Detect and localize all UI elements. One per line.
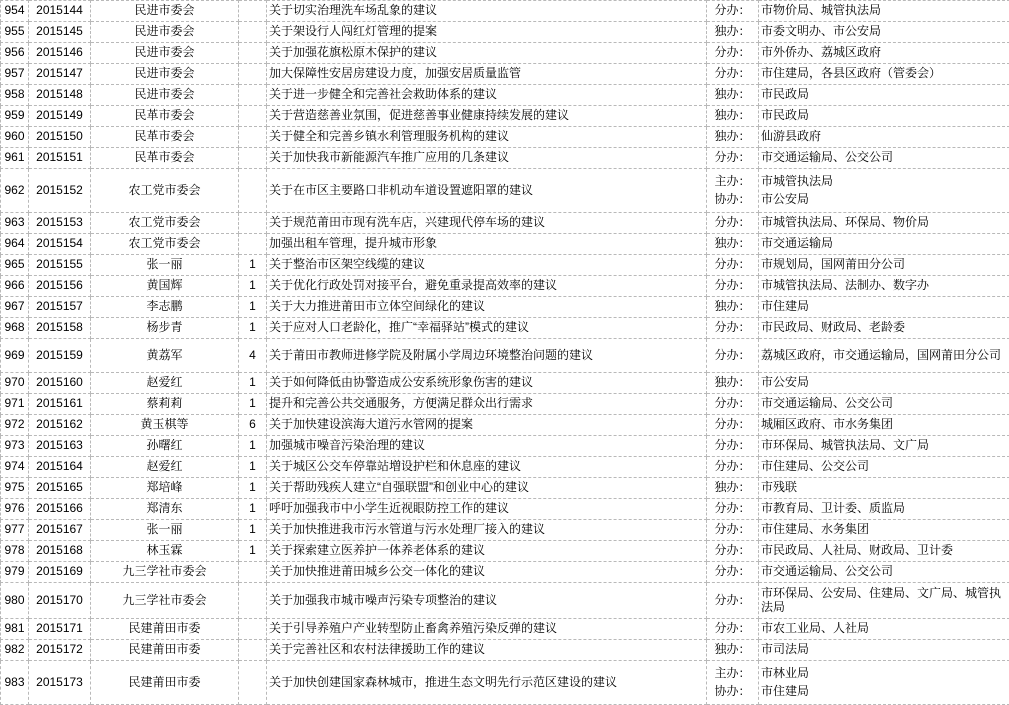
proposal-code: 2015162 — [29, 415, 91, 436]
table-row — [1, 213, 1009, 234]
proposer-name: 赵爱红 — [91, 457, 239, 478]
table-row — [1, 22, 1009, 43]
proposal-count: 1 — [239, 276, 267, 297]
row-index: 964 — [1, 234, 29, 255]
handling-department: 市物价局、城管执法局 — [759, 1, 1009, 22]
proposal-title: 关于大力推进莆田市立体空间绿化的建议 — [267, 297, 707, 318]
table-row — [1, 234, 1009, 255]
proposer-name: 民进市委会 — [91, 22, 239, 43]
proposal-title: 关于在市区主要路口非机动车道设置遮阳罩的建议 — [267, 169, 707, 213]
row-index: 973 — [1, 436, 29, 457]
proposal-title: 关于完善社区和农村法律援助工作的建议 — [267, 640, 707, 661]
table-row — [1, 276, 1009, 297]
proposal-code: 2015159 — [29, 339, 91, 373]
proposal-count — [239, 85, 267, 106]
proposal-count — [239, 43, 267, 64]
proposer-name: 黄国辉 — [91, 276, 239, 297]
row-index: 980 — [1, 583, 29, 619]
proposal-code: 2015157 — [29, 297, 91, 318]
row-index: 972 — [1, 415, 29, 436]
proposal-title: 加大保障性安居房建设力度，加强安居质量监管 — [267, 64, 707, 85]
handling-department-stack — [761, 665, 1007, 700]
proposal-count — [239, 64, 267, 85]
proposal-title: 关于健全和完善乡镇水利管理服务机构的建议 — [267, 127, 707, 148]
proposal-title: 关于如何降低由协警造成公安系统形象伤害的建议 — [267, 373, 707, 394]
proposal-title: 提升和完善公共交通服务，方便满足群众出行需求 — [267, 394, 707, 415]
proposer-name: 民建莆田市委 — [91, 619, 239, 640]
proposal-title: 关于营造慈善业氛围，促进慈善事业健康持续发展的建议 — [267, 106, 707, 127]
proposer-name: 民进市委会 — [91, 1, 239, 22]
handling-mode: 分办： — [707, 148, 759, 169]
proposal-title: 关于规范莆田市现有洗车店，兴建现代停车场的建议 — [267, 213, 707, 234]
table-row — [1, 661, 1009, 705]
handling-department-line: 市城管执法局 — [761, 173, 1007, 190]
handling-department: 市环保局、城管执法局、文广局 — [759, 436, 1009, 457]
proposal-title: 关于应对人口老龄化，推广“幸福驿站”模式的建议 — [267, 318, 707, 339]
table-row — [1, 127, 1009, 148]
handling-mode: 分办： — [707, 520, 759, 541]
proposal-count: 4 — [239, 339, 267, 373]
proposer-name: 民进市委会 — [91, 64, 239, 85]
proposal-code: 2015149 — [29, 106, 91, 127]
proposal-title: 关于优化行政处罚对接平台，避免重录提高效率的建议 — [267, 276, 707, 297]
handling-department: 市司法局 — [759, 640, 1009, 661]
row-index: 956 — [1, 43, 29, 64]
handling-department-line: 市住建局 — [761, 683, 1007, 700]
handling-mode: 独办： — [707, 234, 759, 255]
proposal-title: 关于帮助残疾人建立“自强联盟”和创业中心的建议 — [267, 478, 707, 499]
proposer-name: 民进市委会 — [91, 85, 239, 106]
row-index: 959 — [1, 106, 29, 127]
handling-department: 市住建局、公交公司 — [759, 457, 1009, 478]
row-index: 975 — [1, 478, 29, 499]
proposal-title: 关于莆田市教师进修学院及附属小学周边环境整治问题的建议 — [267, 339, 707, 373]
proposal-count — [239, 148, 267, 169]
proposer-name: 黄玉棋等 — [91, 415, 239, 436]
row-index: 982 — [1, 640, 29, 661]
handling-mode: 分办： — [707, 619, 759, 640]
handling-mode-line: 主办： — [709, 173, 756, 190]
handling-mode: 独办： — [707, 127, 759, 148]
proposal-code: 2015147 — [29, 64, 91, 85]
proposer-name: 张一丽 — [91, 255, 239, 276]
handling-department: 市民政局、财政局、老龄委 — [759, 318, 1009, 339]
handling-department: 市委文明办、市公安局 — [759, 22, 1009, 43]
handling-department: 市公安局 — [759, 373, 1009, 394]
handling-mode: 分办： — [707, 276, 759, 297]
proposal-count — [239, 583, 267, 619]
table-row — [1, 583, 1009, 619]
table-row — [1, 373, 1009, 394]
handling-mode: 分办： — [707, 415, 759, 436]
table-row — [1, 255, 1009, 276]
handling-mode-line: 主办： — [709, 665, 756, 682]
proposer-name: 郑培峰 — [91, 478, 239, 499]
proposal-code: 2015165 — [29, 478, 91, 499]
handling-department: 市规划局，国网莆田分公司 — [759, 255, 1009, 276]
proposal-code: 2015160 — [29, 373, 91, 394]
proposal-count — [239, 213, 267, 234]
handling-department-line: 市林业局 — [761, 665, 1007, 682]
proposal-title: 关于加强花旗松原木保护的建议 — [267, 43, 707, 64]
row-index: 961 — [1, 148, 29, 169]
row-index: 962 — [1, 169, 29, 213]
proposal-title: 关于加快创建国家森林城市，推进生态文明先行示范区建设的建议 — [267, 661, 707, 705]
proposal-count — [239, 562, 267, 583]
proposal-count — [239, 127, 267, 148]
proposal-count — [239, 619, 267, 640]
handling-department: 市住建局，各县区政府（管委会） — [759, 64, 1009, 85]
handling-department: 市住建局 — [759, 297, 1009, 318]
handling-mode: 分办： — [707, 1, 759, 22]
proposal-count: 6 — [239, 415, 267, 436]
proposal-code: 2015163 — [29, 436, 91, 457]
proposal-title: 关于加快建设滨海大道污水管网的提案 — [267, 415, 707, 436]
table-row — [1, 499, 1009, 520]
handling-mode: 分办： — [707, 541, 759, 562]
proposer-name: 民建莆田市委 — [91, 661, 239, 705]
handling-department — [759, 169, 1009, 213]
row-index: 978 — [1, 541, 29, 562]
row-index: 976 — [1, 499, 29, 520]
proposer-name: 孙曙红 — [91, 436, 239, 457]
handling-mode: 独办： — [707, 22, 759, 43]
proposer-name: 民革市委会 — [91, 106, 239, 127]
table-row — [1, 148, 1009, 169]
handling-mode: 分办： — [707, 583, 759, 619]
handling-department: 市民政局 — [759, 85, 1009, 106]
row-index: 970 — [1, 373, 29, 394]
proposer-name: 蔡莉莉 — [91, 394, 239, 415]
handling-mode: 独办： — [707, 297, 759, 318]
row-index: 981 — [1, 619, 29, 640]
proposal-count — [239, 1, 267, 22]
handling-department: 市民政局 — [759, 106, 1009, 127]
proposal-title: 关于引导养殖户产业转型防止畜禽养殖污染反弹的建议 — [267, 619, 707, 640]
proposal-code: 2015161 — [29, 394, 91, 415]
proposal-code: 2015155 — [29, 255, 91, 276]
proposal-code: 2015150 — [29, 127, 91, 148]
proposal-code: 2015166 — [29, 499, 91, 520]
handling-mode: 分办： — [707, 394, 759, 415]
handling-mode: 独办： — [707, 373, 759, 394]
row-index: 965 — [1, 255, 29, 276]
proposer-name: 赵爱红 — [91, 373, 239, 394]
handling-department: 市城管执法局、法制办、数字办 — [759, 276, 1009, 297]
row-index: 968 — [1, 318, 29, 339]
handling-mode-line: 协办： — [709, 191, 756, 208]
proposer-name: 农工党市委会 — [91, 234, 239, 255]
proposer-name: 杨步青 — [91, 318, 239, 339]
proposer-name: 郑清东 — [91, 499, 239, 520]
row-index: 979 — [1, 562, 29, 583]
proposer-name: 民革市委会 — [91, 148, 239, 169]
proposal-code: 2015153 — [29, 213, 91, 234]
handling-department: 市残联 — [759, 478, 1009, 499]
handling-department: 市外侨办、荔城区政府 — [759, 43, 1009, 64]
handling-department: 市农工业局、人社局 — [759, 619, 1009, 640]
handling-mode: 分办： — [707, 457, 759, 478]
proposer-name: 黄荔军 — [91, 339, 239, 373]
proposer-name: 张一丽 — [91, 520, 239, 541]
table-row — [1, 457, 1009, 478]
proposal-count — [239, 169, 267, 213]
table-row — [1, 541, 1009, 562]
proposer-name: 九三学社市委会 — [91, 583, 239, 619]
proposal-code: 2015152 — [29, 169, 91, 213]
proposer-name: 林玉霖 — [91, 541, 239, 562]
handling-department-stack — [761, 173, 1007, 208]
proposal-count: 1 — [239, 297, 267, 318]
row-index: 977 — [1, 520, 29, 541]
handling-department-line: 市公安局 — [761, 191, 1007, 208]
proposal-count: 1 — [239, 436, 267, 457]
row-index: 983 — [1, 661, 29, 705]
row-index: 966 — [1, 276, 29, 297]
table-body — [1, 1, 1009, 705]
table-row — [1, 1, 1009, 22]
proposal-code: 2015171 — [29, 619, 91, 640]
table-row — [1, 640, 1009, 661]
proposal-code: 2015148 — [29, 85, 91, 106]
proposal-title: 关于切实治理洗车场乱象的建议 — [267, 1, 707, 22]
row-index: 958 — [1, 85, 29, 106]
handling-mode: 分办： — [707, 255, 759, 276]
table-row — [1, 415, 1009, 436]
handling-department: 市交通运输局、公交公司 — [759, 562, 1009, 583]
proposal-count: 1 — [239, 541, 267, 562]
row-index: 963 — [1, 213, 29, 234]
handling-department: 市民政局、人社局、财政局、卫计委 — [759, 541, 1009, 562]
handling-department: 荔城区政府，市交通运输局，国网莆田分公司 — [759, 339, 1009, 373]
proposal-title: 加强出租车管理，提升城市形象 — [267, 234, 707, 255]
proposal-title: 关于进一步健全和完善社会救助体系的建议 — [267, 85, 707, 106]
table-row — [1, 619, 1009, 640]
handling-department: 市交通运输局、公交公司 — [759, 394, 1009, 415]
proposal-title: 关于加强我市城市噪声污染专项整治的建议 — [267, 583, 707, 619]
proposal-title: 关于架设行人闯红灯管理的提案 — [267, 22, 707, 43]
row-index: 955 — [1, 22, 29, 43]
proposal-code: 2015172 — [29, 640, 91, 661]
proposal-count: 1 — [239, 478, 267, 499]
table-row — [1, 478, 1009, 499]
table-row — [1, 169, 1009, 213]
table-row — [1, 318, 1009, 339]
handling-mode: 分办： — [707, 213, 759, 234]
handling-department: 市住建局、水务集团 — [759, 520, 1009, 541]
handling-department: 城厢区政府、市水务集团 — [759, 415, 1009, 436]
table-row — [1, 394, 1009, 415]
handling-mode-stack — [709, 662, 756, 703]
handling-mode: 分办： — [707, 562, 759, 583]
proposal-code: 2015158 — [29, 318, 91, 339]
handling-department: 市环保局、公安局、住建局、文广局、城管执法局 — [759, 583, 1009, 619]
row-index: 969 — [1, 339, 29, 373]
handling-mode — [707, 661, 759, 705]
proposal-code: 2015164 — [29, 457, 91, 478]
handling-mode: 独办： — [707, 478, 759, 499]
proposal-code: 2015173 — [29, 661, 91, 705]
proposal-code: 2015145 — [29, 22, 91, 43]
handling-department: 市城管执法局、环保局、物价局 — [759, 213, 1009, 234]
row-index: 960 — [1, 127, 29, 148]
proposal-title: 关于加快我市新能源汽车推广应用的几条建议 — [267, 148, 707, 169]
handling-mode: 分办： — [707, 436, 759, 457]
proposal-title: 加强城市噪音污染治理的建议 — [267, 436, 707, 457]
handling-department — [759, 661, 1009, 705]
table-row — [1, 436, 1009, 457]
proposal-count — [239, 22, 267, 43]
row-index: 957 — [1, 64, 29, 85]
proposal-code: 2015144 — [29, 1, 91, 22]
row-index: 974 — [1, 457, 29, 478]
proposal-code: 2015151 — [29, 148, 91, 169]
proposal-code: 2015168 — [29, 541, 91, 562]
proposal-code: 2015154 — [29, 234, 91, 255]
proposer-name: 农工党市委会 — [91, 213, 239, 234]
handling-mode: 独办： — [707, 85, 759, 106]
proposal-count: 1 — [239, 499, 267, 520]
proposal-title: 关于整治市区架空线缆的建议 — [267, 255, 707, 276]
handling-mode: 分办： — [707, 339, 759, 373]
table-row — [1, 85, 1009, 106]
handling-mode — [707, 169, 759, 213]
proposer-name: 九三学社市委会 — [91, 562, 239, 583]
table-row — [1, 562, 1009, 583]
proposal-count: 1 — [239, 373, 267, 394]
handling-department: 市教育局、卫计委、质监局 — [759, 499, 1009, 520]
proposal-count: 1 — [239, 394, 267, 415]
proposer-name: 民建莆田市委 — [91, 640, 239, 661]
proposer-name: 民进市委会 — [91, 43, 239, 64]
handling-mode: 分办： — [707, 499, 759, 520]
handling-mode: 独办： — [707, 640, 759, 661]
handling-mode-line: 协办： — [709, 683, 756, 700]
table-row — [1, 297, 1009, 318]
table-row — [1, 64, 1009, 85]
proposal-count: 1 — [239, 457, 267, 478]
handling-mode: 分办： — [707, 43, 759, 64]
table-row — [1, 106, 1009, 127]
proposal-count — [239, 234, 267, 255]
proposal-count: 1 — [239, 318, 267, 339]
proposal-code: 2015170 — [29, 583, 91, 619]
proposal-code: 2015156 — [29, 276, 91, 297]
row-index: 967 — [1, 297, 29, 318]
proposal-code: 2015167 — [29, 520, 91, 541]
proposal-count — [239, 106, 267, 127]
proposal-code: 2015146 — [29, 43, 91, 64]
handling-mode: 分办： — [707, 318, 759, 339]
row-index: 971 — [1, 394, 29, 415]
handling-department: 市交通运输局 — [759, 234, 1009, 255]
proposal-code: 2015169 — [29, 562, 91, 583]
proposer-name: 民革市委会 — [91, 127, 239, 148]
proposal-count — [239, 661, 267, 705]
proposal-count — [239, 640, 267, 661]
handling-mode-stack — [709, 170, 756, 211]
row-index: 954 — [1, 1, 29, 22]
proposer-name: 李志鹏 — [91, 297, 239, 318]
proposal-count: 1 — [239, 520, 267, 541]
table-row — [1, 339, 1009, 373]
table-row — [1, 43, 1009, 64]
handling-mode: 独办： — [707, 106, 759, 127]
handling-department: 仙游县政府 — [759, 127, 1009, 148]
table-row — [1, 520, 1009, 541]
proposal-title: 呼吁加强我市中小学生近视眼防控工作的建议 — [267, 499, 707, 520]
proposal-count: 1 — [239, 255, 267, 276]
proposal-title: 关于探索建立医养护一体养老体系的建议 — [267, 541, 707, 562]
proposal-title: 关于加快推进莆田城乡公交一体化的建议 — [267, 562, 707, 583]
proposer-name: 农工党市委会 — [91, 169, 239, 213]
handling-department: 市交通运输局、公交公司 — [759, 148, 1009, 169]
proposal-title: 关于加快推进我市污水管道与污水处理厂接入的建议 — [267, 520, 707, 541]
proposal-title: 关于城区公交车停靠站増设护栏和休息座的建议 — [267, 457, 707, 478]
handling-mode: 分办： — [707, 64, 759, 85]
